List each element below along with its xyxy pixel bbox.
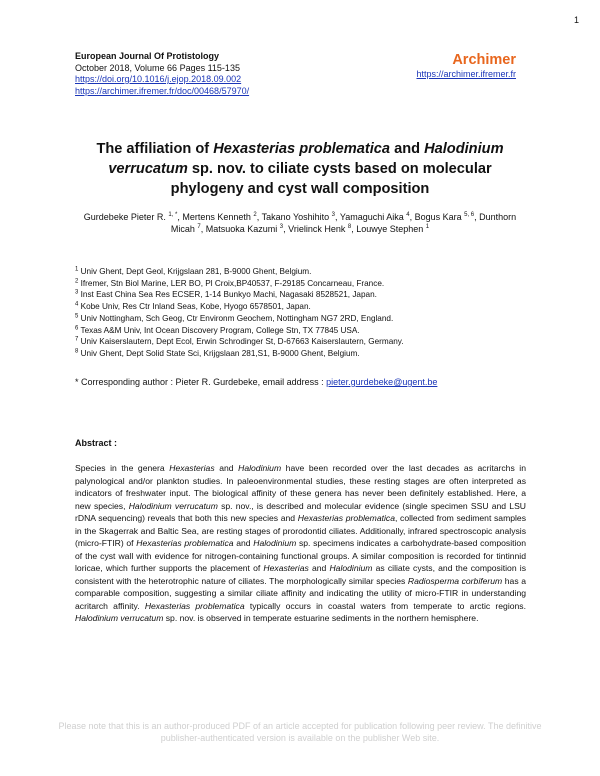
author-affiliation-marker: 1, * <box>168 212 178 218</box>
abstract-taxon: Halodinium <box>238 463 282 473</box>
affiliation-item <box>75 313 404 325</box>
affiliation-text: Univ Kaiserslautern, Dept Ecol, Erwin Schrodinger St, D-67663 Kaiserslautern, Germany. <box>78 337 404 347</box>
author-separator: , <box>474 212 480 222</box>
affiliation-text: Ifremer, Stn Biol Marine, LER BO, Pl Croix,BP40537, F-29185 Concarneau, France. <box>78 278 385 288</box>
abstract-text: sp. specimens indicates a carbohydrate-based composition of the cyst wall with evidence for nitrogen-containing functional groups. A similar composition is recorded for tintinnid loricae, which further supports the placement of <box>75 538 526 573</box>
abstract-text: sp. nov., is described and molecular evidence (single specimen SSU and LSU rDNA sequencing) reveals that both this new species and <box>75 500 527 523</box>
author-separator: , <box>200 223 206 234</box>
affiliation-text: Kobe Univ, Res Ctr Inland Seas, Kobe, Hyogo 6578501, Japan. <box>78 302 311 312</box>
affiliation-number: 7 <box>75 336 79 343</box>
corresponding-label: * Corresponding author : Pieter R. Gurdebeke, email address : <box>75 377 327 387</box>
author-separator: , <box>256 212 262 222</box>
affiliation-number: 4 <box>75 301 79 308</box>
abstract-text: as ciliate cysts, and the composition is consistent with the heterotrophic nature of ciliates. The morphologically similar species <box>75 563 526 586</box>
archimer-link[interactable]: https://archimer.ifremer.fr <box>416 69 516 79</box>
author-affiliation-marker: 7 <box>197 223 201 230</box>
abstract-body <box>75 462 526 625</box>
page-number: 1 <box>573 15 579 25</box>
author-name: Vrielinck Henk <box>288 223 348 234</box>
abstract-taxon: Hexasterias <box>169 463 215 473</box>
journal-info <box>75 51 249 97</box>
journal-name: European Journal Of Protistology <box>75 51 220 61</box>
affiliations <box>75 266 404 360</box>
abstract-taxon: Halodinium <box>329 563 373 573</box>
abstract-text: have been recorded over the last decades as acritarchs in palynological and/or plankton studies. In paleoenvironmental studies, these resting stages are often interpreted as indicators of freshwater input. The biological affinity of these genera has never been definitely established. Here, a new species, <box>75 463 526 511</box>
author <box>84 212 183 222</box>
affiliation-item <box>75 348 404 360</box>
affiliation-number: 3 <box>75 289 79 296</box>
abstract-taxon: Hexasterias problematica <box>144 600 245 611</box>
archimer-brand: Archimer <box>452 52 516 68</box>
author-name: Dunthorn Micah <box>170 212 517 234</box>
author-name: Gurdebeke Pieter R. <box>83 212 169 222</box>
title-part: and <box>390 141 425 157</box>
title-species: Halodinium verrucatum <box>108 141 504 177</box>
author <box>262 212 340 222</box>
title-part: The affiliation of <box>96 141 214 157</box>
author-name: Takano Yoshihito <box>261 212 332 222</box>
affiliation-item <box>75 266 404 278</box>
abstract-text: and <box>233 538 254 548</box>
author-name: Louwye Stephen <box>356 223 426 234</box>
author-name: Matsuoka Kazumi <box>205 223 280 234</box>
affiliation-item <box>75 336 404 348</box>
abstract-text: Species in the genera <box>75 463 170 473</box>
abstract-text: has a comparable composition, suggesting a similar ciliate affinity and indicating the utility of micro-FTIR in understanding acritarch affinity. <box>75 575 526 611</box>
affiliation-text: Univ Ghent, Dept Geol, Krijgslaan 281, B-9000 Ghent, Belgium. <box>78 267 312 276</box>
author-affiliation-marker: 3 <box>331 212 336 218</box>
affiliation-item <box>75 301 404 313</box>
author <box>288 224 356 234</box>
abstract-text: and <box>308 563 330 573</box>
footer-note: Please note that this is an author-produced PDF of an article accepted for publication following peer review. The definitive publisher-authenticated version is available on the publisher Web site. <box>58 721 542 743</box>
corresponding-author <box>75 377 437 387</box>
affiliation-item <box>75 325 404 337</box>
author-affiliation-marker: 2 <box>253 212 257 218</box>
archimer-logo <box>416 52 516 79</box>
affiliation-number: 5 <box>75 313 79 320</box>
author-separator: , <box>351 223 357 234</box>
author-separator: , <box>283 223 289 234</box>
author-affiliation-marker: 4 <box>406 212 410 218</box>
abstract-text: typically occurs in coastal waters from temperate to arctic regions. <box>244 600 526 611</box>
email-link[interactable]: pieter.gurdebeke@ugent.be <box>326 377 438 387</box>
paper-title <box>70 139 530 199</box>
author-list <box>80 212 520 235</box>
author-separator: , <box>409 212 415 222</box>
affiliation-number: 1 <box>75 266 79 273</box>
author-name: Mertens Kenneth <box>182 212 254 222</box>
affiliation-item <box>75 289 404 301</box>
author-affiliation-marker: 5, 6 <box>464 212 475 218</box>
abstract-text: , collected from sediment samples in the Skagerrak and Baltic Sea, are resting stages of prorodontid ciliates. Additionally, infrared spectroscopic analysis (micro-FTIR) of <box>75 513 527 548</box>
title-species: Hexasterias problematica <box>213 141 391 157</box>
author <box>415 212 480 222</box>
affiliation-text: Texas A&M Univ, Int Ocean Discovery Program, College Stn, TX 77845 USA. <box>78 325 360 335</box>
author-affiliation-marker: 8 <box>347 223 352 230</box>
title-part: sp. nov. to ciliate cysts based on molecular phylogeny and cyst wall composition <box>170 161 492 197</box>
abstract-taxon: Hexasterias problematica <box>136 538 234 548</box>
abstract-text: sp. nov. is observed in temperate estuarine sediments in the northern hemisphere. <box>163 613 479 623</box>
abstract-taxon: Halodinium <box>253 538 297 548</box>
affiliation-item <box>75 278 404 290</box>
author <box>340 212 415 222</box>
archive-link[interactable]: https://archimer.ifremer.fr/doc/00468/57970/ <box>75 85 250 96</box>
abstract-taxon: Hexasterias problematica <box>297 513 395 523</box>
affiliation-number: 8 <box>75 348 79 355</box>
author-affiliation-marker: 1 <box>425 223 430 230</box>
abstract-heading: Abstract : <box>75 438 118 448</box>
author-affiliation-marker: 3 <box>279 223 284 230</box>
affiliation-text: Univ Nottingham, Sch Geog, Ctr Environm Geochem, Nottingham NG7 2RD, England. <box>78 313 394 323</box>
abstract-text: and <box>214 463 239 473</box>
author-name: Yamaguchi Aika <box>339 212 407 222</box>
author-separator: , <box>177 212 183 222</box>
doi-link[interactable]: https://doi.org/10.1016/j.ejop.2018.09.002 <box>75 74 242 84</box>
abstract-taxon: Halodinium verrucatum <box>128 500 218 511</box>
author <box>182 212 261 222</box>
abstract-taxon: Halodinium verrucatum <box>75 613 164 623</box>
affiliation-text: Univ Ghent, Dept Solid State Sci, Krijgslaan 281,S1, B-9000 Ghent, Belgium. <box>78 348 360 358</box>
journal-issue: October 2018, Volume 66 Pages 115-135 <box>75 62 240 73</box>
abstract-taxon: Hexasterias <box>263 563 309 573</box>
affiliation-number: 2 <box>75 277 79 284</box>
author <box>356 224 429 234</box>
abstract-taxon: Radiosperma corbiferum <box>407 575 503 586</box>
affiliation-number: 6 <box>75 324 79 331</box>
affiliation-text: Inst East China Sea Res ECSER, 1-14 Bunkyo Machi, Nagasaki 8528521, Japan. <box>78 290 377 300</box>
author <box>206 224 288 234</box>
author-separator: , <box>335 212 340 222</box>
author-name: Bogus Kara <box>414 212 465 222</box>
